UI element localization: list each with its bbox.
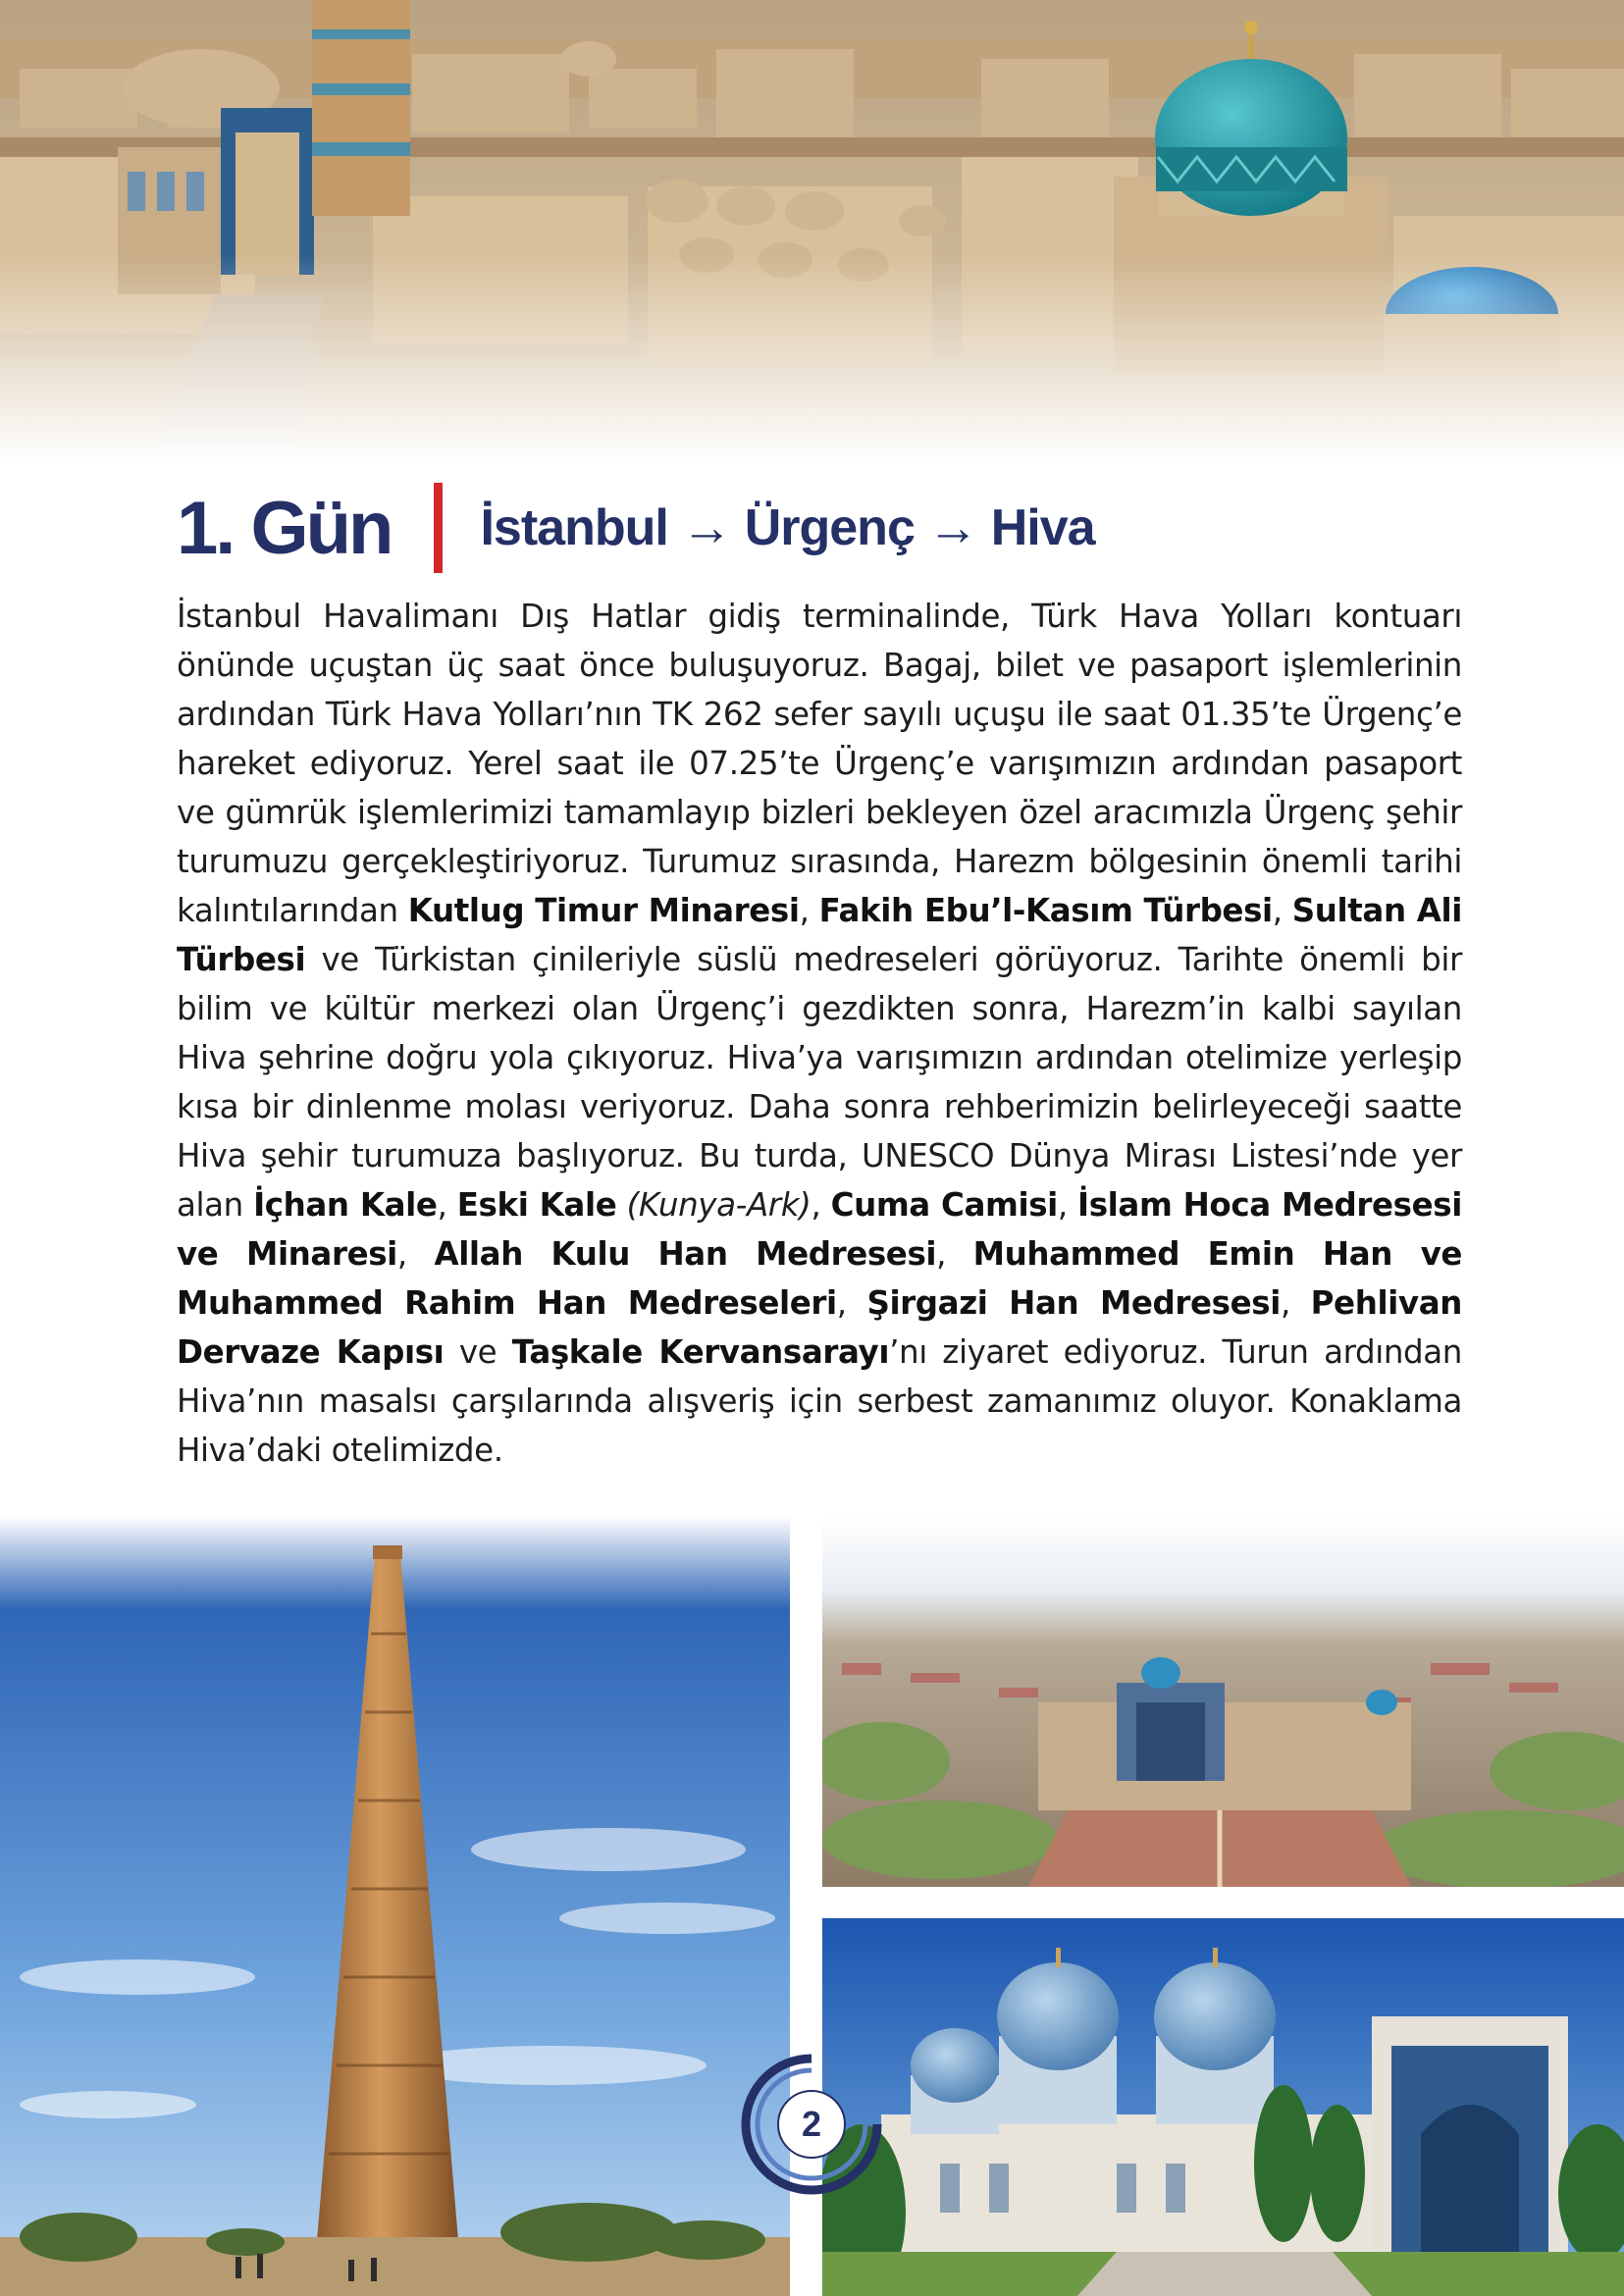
page-number: 2: [801, 2104, 822, 2144]
photo-city-panorama: [822, 1516, 1624, 1887]
place-pehlivan-dervaze-kapisi: Pehlivan Dervaze Kapısı: [177, 1284, 1462, 1371]
place-eski-kale: Eski Kale: [456, 1186, 617, 1224]
text-segment: ,: [396, 1235, 435, 1273]
text-segment: İstanbul Havalimanı Dış Hatlar gidiş terminalinde, Türk Hava Yolları kontuarı önünde uçuştan üç saat önce buluşuyoruz. Bagaj, bilet ve pasaport işlemlerinin ardından Türk Hava Yolları’nın TK 262 sefer sayılı uçuşu ile saat 01.35’te Ürgenç’e hareket ediyoruz. Yerel saat ile 07.25’te Ürgenç’e varışımızın ardından pasaport ve gümrük işlemlerimizi tamamlayıp bizleri bekleyen özel aracımızla Ürgenç şehir turumuzu gerçekleştiriyoruz. Turumuz sırasında, Harezm bölgesinin önemli tarihi kalıntılarından: [177, 598, 1462, 929]
text-segment: ,: [1272, 892, 1292, 929]
text-segment: ,: [1057, 1186, 1078, 1224]
place-taskale-kervansarayi: Taşkale Kervansarayı: [511, 1333, 890, 1371]
text-segment: ,: [1280, 1284, 1311, 1322]
place-muhammed-emin-rahim-han-medreseleri: Muhammed Emin Han ve Muhammed Rahim Han Medreseleri: [177, 1235, 1463, 1322]
place-cuma-camisi: Cuma Camisi: [830, 1186, 1058, 1224]
place-ichan-kale: İçhan Kale: [253, 1186, 438, 1224]
photo-mosque: [822, 1918, 1624, 2296]
place-kunya-ark-note: (Kunya-Ark): [616, 1186, 812, 1224]
photo-kutlug-timur-minaret: [0, 1516, 790, 2296]
hero-photo-khiva: [0, 0, 1624, 461]
route-title: İstanbul → Ürgenç → Hiva: [480, 499, 1095, 556]
place-fakih-ebul-kasim-turbesi: Fakih Ebu’l-Kasım Türbesi: [818, 892, 1273, 929]
place-islam-hoca-medresesi: İslam Hoca Medresesi ve Minaresi: [177, 1186, 1462, 1273]
text-segment: ,: [437, 1186, 457, 1224]
text-segment: ve Türkistan çinileriyle süslü medreseleri görüyoruz. Tarihte önemli bir bilim ve kültür merkezi olan Ürgenç’i gezdikten sonra, Harezm’in kalbi sayılan Hiva şehrine doğru yola çıkıyoruz. Hiva’ya varışımızın ardından otelimize yerleşip kısa bir dinlenme molası veriyoruz. Daha sonra rehberimizin belirleyeceği saatte Hiva şehir turumuza başlıyoruz. Bu turda, UNESCO Dünya Mirası Listesi’nde yer alan: [177, 941, 1462, 1224]
heading-divider: [434, 483, 443, 573]
itinerary-paragraph: [177, 592, 1462, 1475]
text-segment: ve: [444, 1333, 512, 1371]
text-segment: ,: [799, 892, 819, 929]
text-segment: ,: [811, 1186, 831, 1224]
day-title: 1. Gün: [177, 486, 392, 570]
place-allah-kulu-han-medresesi: Allah Kulu Han Medresesi: [434, 1235, 937, 1273]
place-sultan-ali-turbesi: Sultan Ali Türbesi: [177, 892, 1462, 978]
day-heading: [177, 479, 1095, 577]
text-segment: ’nı ziyaret ediyoruz. Turun ardından Hiva’nın masalsı çarşılarında alışveriş için serbest zamanımız oluyor. Konaklama Hiva’daki otelimizde.: [177, 1333, 1462, 1469]
place-sirgazi-han-medresesi: Şirgazi Han Medresesi: [866, 1284, 1281, 1322]
text-segment: ,: [936, 1235, 973, 1273]
text-segment: ,: [836, 1284, 867, 1322]
place-kutlug-timur-minaresi: Kutlug Timur Minaresi: [407, 892, 800, 929]
